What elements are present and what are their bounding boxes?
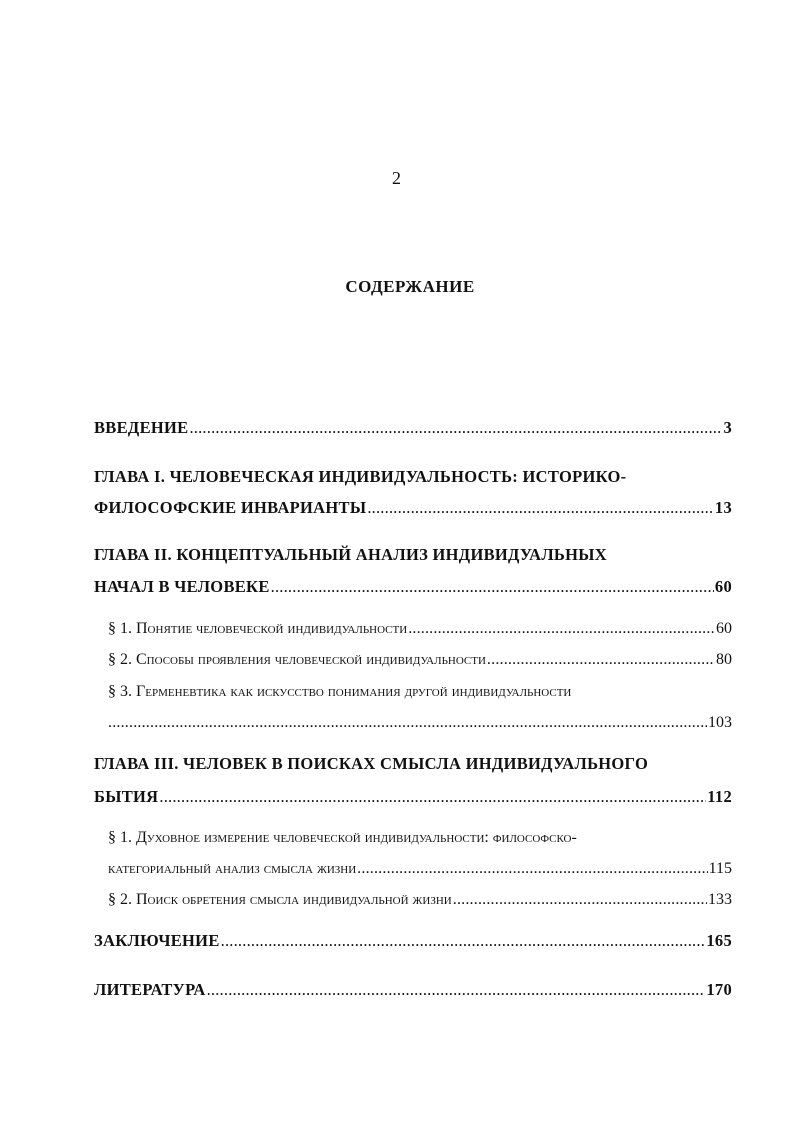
toc-entry-page: 80 <box>716 651 732 668</box>
toc-entry-chapter-3-line-1[interactable] <box>94 752 648 776</box>
leader-dots <box>487 648 715 672</box>
toc-entry-page: 60 <box>714 577 732 596</box>
toc-entry-chapter-3[interactable] <box>94 785 732 809</box>
toc-entry-section-2-3[interactable] <box>108 711 732 735</box>
leader-dots <box>221 929 706 953</box>
toc-entry-text: БЫТИЯ <box>94 787 159 806</box>
toc-entry-section-3-2[interactable] <box>108 888 732 912</box>
toc-entry-chapter-2[interactable] <box>94 575 732 599</box>
leader-dots <box>207 978 706 1002</box>
toc-entry-section-2-2[interactable] <box>108 648 732 672</box>
toc-entry-intro[interactable] <box>94 416 732 440</box>
leader-dots <box>271 575 714 599</box>
toc-entry-page: 112 <box>707 787 732 806</box>
toc-entry-chapter-1-line-1[interactable] <box>94 465 626 489</box>
toc-entry-chapter-1[interactable] <box>94 496 732 520</box>
toc-entry-page: 170 <box>706 980 732 999</box>
toc-entry-text: § 1. Понятие человеческой индивидуальности <box>108 620 408 637</box>
toc-entry-page: 103 <box>708 714 732 731</box>
toc-entry-page: 133 <box>708 891 732 908</box>
toc-entry-section-2-1[interactable] <box>108 617 732 641</box>
toc-entry-text: ГЛАВА I. ЧЕЛОВЕЧЕСКАЯ ИНДИВИДУАЛЬНОСТЬ: ИСТОРИКО- <box>94 467 627 486</box>
leader-dots <box>357 857 707 881</box>
toc-entry-text: ФИЛОСОФСКИЕ ИНВАРИАНТЫ <box>94 498 367 517</box>
toc-entry-page: 115 <box>708 860 732 877</box>
leader-dots <box>159 785 706 809</box>
leader-dots <box>108 711 707 735</box>
leader-dots <box>408 617 715 641</box>
toc-entry-page: 60 <box>716 620 732 637</box>
toc-entry-text: ГЛАВА III. ЧЕЛОВЕК В ПОИСКАХ СМЫСЛА ИНДИВИДУАЛЬНОГО <box>94 754 649 773</box>
toc-entry-text: НАЧАЛ В ЧЕЛОВЕКЕ <box>94 577 270 596</box>
toc-entry-text: § 1. Духовное измерение человеческой индивидуальности: философско- <box>108 829 577 846</box>
leader-dots <box>367 496 714 520</box>
toc-entry-section-2-3-line-1[interactable] <box>108 680 571 704</box>
page-number: 2 <box>392 168 401 188</box>
toc-entry-text: § 2. Способы проявления человеческой индивидуальности <box>108 651 486 668</box>
toc-entry-text: ВВЕДЕНИЕ <box>94 418 189 437</box>
toc-entry-conclusion[interactable] <box>94 929 732 953</box>
toc-entry-text: § 2. Поиск обретения смысла индивидуальной жизни <box>108 891 452 908</box>
toc-entry-text: ГЛАВА II. КОНЦЕПТУАЛЬНЫЙ АНАЛИЗ ИНДИВИДУАЛЬНЫХ <box>94 545 607 564</box>
toc-entry-section-3-1[interactable] <box>108 857 732 881</box>
toc-entry-chapter-2-line-1[interactable] <box>94 543 607 567</box>
toc-entry-text: § 3. Герменевтика как искусство понимания другой индивидуальности <box>108 683 572 700</box>
leader-dots <box>453 888 707 912</box>
toc-entry-page: 13 <box>714 498 732 517</box>
toc-entry-section-3-1-line-1[interactable] <box>108 826 577 850</box>
leader-dots <box>189 416 722 440</box>
toc-entry-text: категориальный анализ смысла жизни <box>108 860 357 877</box>
page-title: СОДЕРЖАНИЕ <box>345 277 475 296</box>
toc-entry-literature[interactable] <box>94 978 732 1002</box>
toc-entry-page: 3 <box>723 418 732 437</box>
toc-entry-text: ЗАКЛЮЧЕНИЕ <box>94 931 220 950</box>
toc-entry-text: ЛИТЕРАТУРА <box>94 980 206 999</box>
toc-entry-page: 165 <box>706 931 732 950</box>
